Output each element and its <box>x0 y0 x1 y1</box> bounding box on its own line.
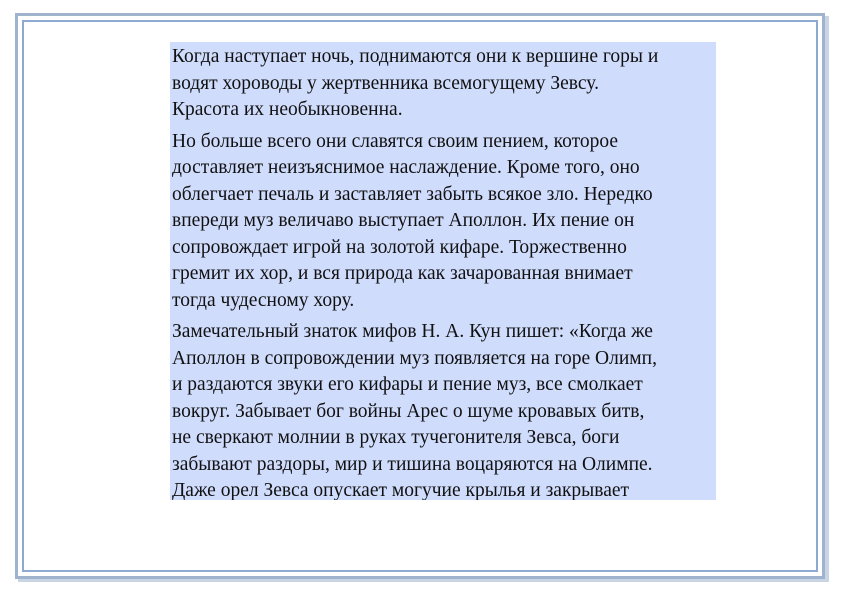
frame-shadow-right <box>825 16 829 582</box>
paragraph-3: Замечательный знаток мифов Н. А. Кун пишет: «Когда же Аполлон в сопровождении муз появляется на горе Олимп, и раздаются звуки его кифары и пение муз, все смолкает вокруг. Забывает бог войны Арес о шуме кровавых битв, не сверкают молнии в руках тучегонителя Зевса, боги забывают раздоры, мир и тишина воцаряются на Олимпе. Даже орел Зевса опускает могучие крылья и закрывает <box>172 321 657 500</box>
paragraph-1: Когда наступает ночь, поднимаются они к вершине горы и водят хороводы у жертвенника всемогущему Зевсу. Красота их необыкновенна. <box>172 46 659 120</box>
text-block <box>170 42 716 500</box>
frame-shadow-bottom <box>18 579 829 582</box>
paragraph-2: Но больше всего они славятся своим пением, которое доставляет неизъяснимое наслаждение. Кроме того, оно облегчает печаль и заставляет забыть всякое зло. Нередко впереди муз величаво выступает Аполлон. Их пение он сопровождает игрой на золотой кифаре. Торжественно гремит их хор, и вся природа как зачарованная внимает тогда чудесному хору. <box>172 130 653 311</box>
